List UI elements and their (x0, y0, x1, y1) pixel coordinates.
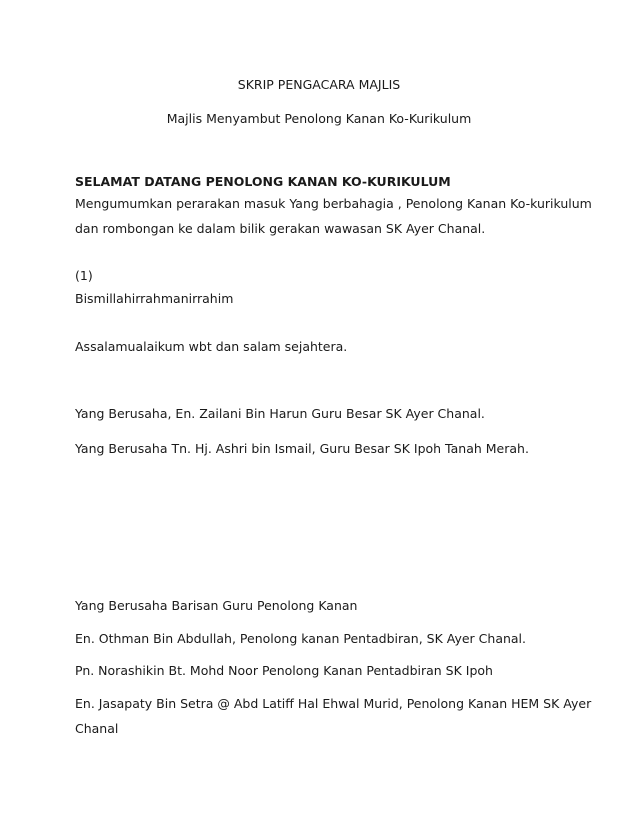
document-title: SKRIP PENGACARA MAJLIS (237, 77, 401, 92)
salutation-4: En. Othman Bin Abdullah, Penolong kanan Pentadbiran, SK Ayer Chanal. (75, 631, 527, 646)
salutation-3: Yang Berusaha Barisan Guru Penolong Kanan (75, 598, 358, 613)
salutation-1: Yang Berusaha, En. Zailani Bin Harun Guru Besar SK Ayer Chanal. (75, 406, 485, 421)
bismillah-line: Bismillahirrahmanirrahim (75, 291, 234, 306)
intro-line-1: Mengumumkan perarakan masuk Yang berbahagia , Penolong Kanan Ko-kurikulum (75, 196, 592, 211)
greeting-line: Assalamualaikum wbt dan salam sejahtera. (75, 339, 348, 354)
section-heading: SELAMAT DATANG PENOLONG KANAN KO-KURIKULUM (75, 174, 451, 189)
intro-line-2: dan rombongan ke dalam bilik gerakan wawasan SK Ayer Chanal. (75, 221, 486, 236)
salutation-2: Yang Berusaha Tn. Hj. Ashri bin Ismail, Guru Besar SK Ipoh Tanah Merah. (75, 441, 529, 456)
document-subtitle: Majlis Menyambut Penolong Kanan Ko-Kurikulum (166, 111, 472, 126)
salutation-6-line-1: En. Jasapaty Bin Setra @ Abd Latiff Hal Ehwal Murid, Penolong Kanan HEM SK Ayer (75, 696, 592, 711)
salutation-6-line-2: Chanal (75, 721, 119, 736)
salutation-5: Pn. Norashikin Bt. Mohd Noor Penolong Kanan Pentadbiran SK Ipoh (75, 663, 493, 678)
section-number: (1) (75, 268, 93, 283)
